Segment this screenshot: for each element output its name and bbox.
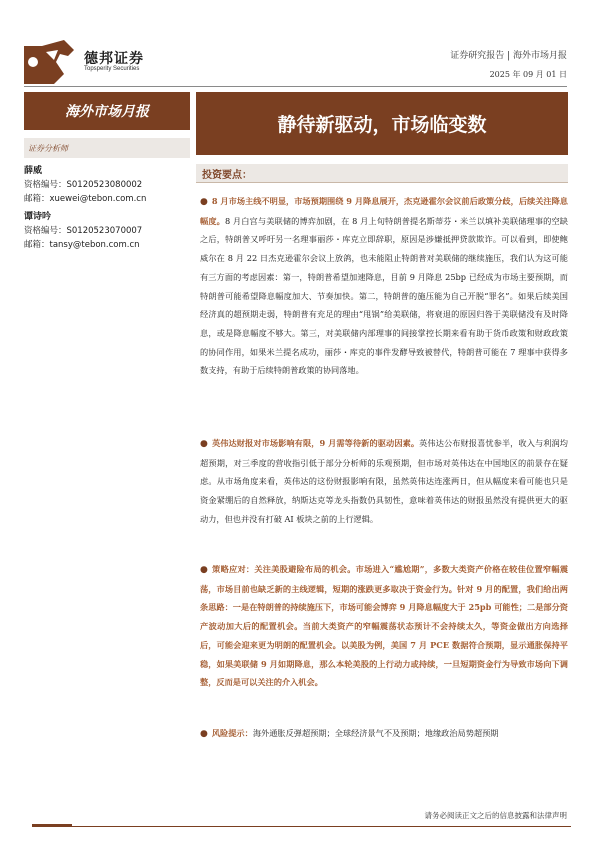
bullet-icon: ●: [200, 439, 208, 449]
analyst-name: 薛威: [24, 166, 43, 176]
investment-point: [200, 724, 568, 744]
point-body: 8 月白宫与美联储的博弈加剧，在 8 月上旬特朗普提名斯蒂芬・米兰以填补美联储理事的空缺之后，特朗普又呼吁另一名理事丽莎・库克立即辞职，原因是涉嫌抵押贷款欺诈。可以看到，即使鲍威尔在 8 月 22 日杰克逊霍尔会议上放鸽，也未能阻止特朗普对美联储的继续施压，我们认为这可能有三方面的考虑因素：第一，特朗普希望加速降息，目前 9 月降息 25bp 已经成为市场主要预期，而特朗普可能希望降息幅度加大、节奏加快。第二，特朗普的施压能为自己开脱“罪名”。如果后续美国经济真的超预期走弱，特朗普有充足的理由“甩锅”给美联储，将衰退的原因归咎于美联储没有及时降息，或是降息幅度不够大。第三，对美联储内部理事的间接掌控长期来看有助于货币政策和财政政策的协同作用，如果米兰提名成功，丽莎・库克的事件发酵导致被替代，特朗普可能在 7 理事中获得多数支持，有助于后续特朗普政策的协同落地。: [200, 215, 568, 376]
point-lead: 英伟达财报对市场影响有限，9 月需等待新的驱动因素。: [211, 438, 420, 448]
point-lead: 风险提示：: [211, 728, 253, 738]
company-logo-icon: [24, 40, 74, 84]
investment-point: [200, 560, 568, 692]
point-body: 英伟达公布财报喜忧参半，收入与利润均超预期，对三季度的营收指引低于部分分析师的乐观预期，但市场对英伟达在中国地区的前景存在疑虑。从市场角度来看，英伟达的这份财报影响有限，虽然英伟达连涨两日，但从幅度来看可能也只是资金紧绷后的自然释放，纳斯达克等龙头指数仍具韧性，意味着英伟达的财报虽然没有提供更大的驱动力，但也并没有打破 AI 板块之前的上行逻辑。: [200, 438, 568, 524]
brand-name: 德邦证券: [84, 51, 144, 67]
analyst-card: [24, 210, 190, 252]
analyst-card: [24, 164, 190, 206]
brand-english: Topsperity Securities: [84, 66, 140, 72]
bullet-icon: ●: [200, 565, 209, 575]
analyst-name: 谭诗吟: [24, 212, 52, 222]
footer-disclaimer: 请务必阅读正文之后的信息披露和法律声明: [424, 811, 567, 820]
report-title: 静待新驱动，市场临变数: [196, 92, 568, 155]
point-lead: 8 月市场主线不明显，市场预期围绕 9 月降息展开，杰克逊霍尔会议前后政策分歧，后续关注降息幅度。: [200, 196, 568, 226]
bullet-icon: ●: [200, 729, 208, 739]
analyst-cert: 资格编号：S0120523080002: [24, 180, 143, 190]
bullet-icon: ●: [200, 197, 208, 207]
investment-point: [200, 434, 568, 529]
analyst-email: 邮箱：xuewei@tebon.com.cn: [24, 194, 147, 204]
sidebar-title: 海外市场月报: [24, 92, 190, 130]
header-divider: [24, 86, 567, 87]
point-lead: 策略应对：关注美股避险布局的机会。市场进入“尴尬期”，多数大类资产价格在较佳位置窄幅震荡，市场目前也缺乏新的主线逻辑，短期的涨跌更多取决于资金行为。针对 9 月的配置，我们给出两条思路：一是在特朗普的持续施压下，市场可能会博弈 9 月降息幅度大于 25pb 可能性；二是部分资产波动加大后的配置机会。当前大类资产的窄幅震荡状态预计不会持续太久，等资金做出方向选择后，可能会迎来更为明朗的配置机会。以美股为例，美国 7 月 PCE 数据符合预期，显示通胀保持平稳，如果美联储 9 月如期降息，那么本轮美股的上行动力或持续，一旦短期资金行为导致市场向下调整，反而是可以关注的介入机会。: [200, 564, 569, 688]
point-body: 海外通胀反弹超预期；全球经济景气不及预期；地缘政治局势超预期: [252, 728, 499, 738]
report-type: 证券研究报告 | 海外市场月报: [450, 51, 567, 61]
analyst-section-header: 证券分析师: [24, 138, 190, 158]
report-date: 2025 年 09 月 01 日: [489, 70, 567, 79]
analyst-cert: 资格编号：S0120523070007: [24, 226, 143, 236]
investment-point: [200, 192, 568, 380]
investment-points-header: 投资要点：: [196, 164, 568, 183]
analyst-email: 邮箱：tansy@tebon.com.cn: [24, 240, 140, 250]
footer-divider: [32, 826, 571, 827]
